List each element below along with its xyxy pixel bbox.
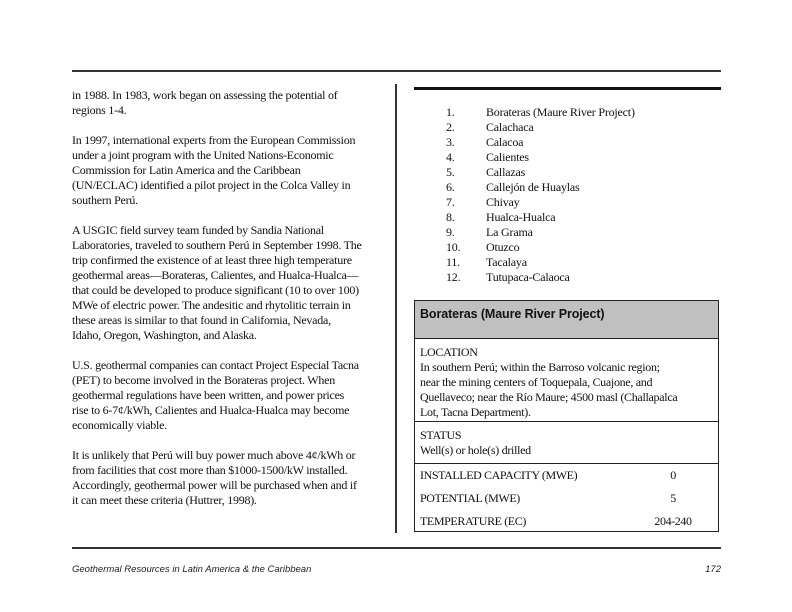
status-label: STATUS	[420, 428, 462, 442]
geothermal-site-list	[446, 105, 635, 285]
list-label: Callazas	[486, 165, 526, 179]
column-divider	[395, 84, 397, 533]
location-line: Lot, Tacna Department).	[420, 405, 531, 419]
list-label: La Grama	[486, 225, 533, 239]
list-number: 8.	[446, 210, 455, 224]
list-label: Tutupaca-Calaoca	[486, 270, 570, 284]
list-number: 2.	[446, 120, 455, 134]
bottom-rule	[72, 547, 721, 549]
list-label: Hualca-Hualca	[486, 210, 556, 224]
footer-title: Geothermal Resources in Latin America & the Caribbean	[72, 564, 312, 575]
list-label: Callejón de Huaylas	[486, 180, 580, 194]
list-label: Borateras (Maure River Project)	[486, 105, 635, 119]
page-number: 172	[705, 564, 721, 575]
row-label: TEMPERATURE (EC)	[420, 514, 526, 528]
list-number: 7.	[446, 195, 455, 209]
list-number: 1.	[446, 105, 455, 119]
location-line: Quellaveco; near the Río Maure; 4500 masl (Challapalca	[420, 390, 678, 404]
page-footer	[72, 564, 721, 575]
list-item	[446, 210, 635, 225]
list-number: 6.	[446, 180, 455, 194]
info-box-title: Borateras (Maure River Project)	[415, 301, 718, 339]
list-label: Calacoa	[486, 135, 524, 149]
row-value: 204-240	[654, 514, 692, 528]
list-number: 11.	[446, 255, 460, 269]
list-label: Calachaca	[486, 120, 534, 134]
list-number: 9.	[446, 225, 455, 239]
location-line: near the mining centers of Toquepala, Cuajone, and	[420, 375, 653, 389]
list-number: 12.	[446, 270, 461, 284]
list-number: 10.	[446, 240, 461, 254]
location-label: LOCATION	[420, 345, 478, 359]
list-item	[446, 120, 635, 135]
location-line: In southern Perú; within the Barroso volcanic region;	[420, 360, 660, 374]
paragraph: In 1997, international experts from the European Commission under a joint program with the United Nations-Economic Commission for Latin America and the Caribbean (UN/ECLAC) identified a pilot project in the Colca Valley in southern Perú.	[72, 133, 356, 207]
list-item	[446, 270, 635, 285]
right-column-rule	[414, 87, 721, 90]
row-value: 5	[670, 491, 676, 505]
list-item	[446, 195, 635, 210]
top-rule	[72, 70, 721, 72]
list-number: 3.	[446, 135, 455, 149]
status-section	[415, 422, 718, 464]
paragraph: in 1988. In 1983, work began on assessing the potential of regions 1-4.	[72, 88, 338, 117]
list-item	[446, 225, 635, 240]
left-column-text	[72, 88, 362, 523]
list-item	[446, 105, 635, 120]
paragraph: U.S. geothermal companies can contact Project Especial Tacna (PET) to become involved in the Borateras project. When geothermal regulations have been written, and power prices rise to 6-7¢/kWh, Calientes and Hualca-Hualca may become economically viable.	[72, 358, 359, 432]
list-label: Calientes	[486, 150, 529, 164]
list-item	[446, 255, 635, 270]
status-value: Well(s) or hole(s) drilled	[420, 443, 531, 457]
potential-row	[415, 487, 718, 510]
temperature-row	[415, 510, 718, 533]
site-info-box	[414, 300, 719, 532]
list-label: Tacalaya	[486, 255, 527, 269]
list-item	[446, 180, 635, 195]
list-label: Otuzco	[486, 240, 520, 254]
paragraph: A USGIC field survey team funded by Sandia National Laboratories, traveled to southern Perú in September 1998. The trip confirmed the existence of at least three high temperature geothermal areas—Borateras, Calientes, and Hualca-Hualca—that could be developed to produce significant (10 to over 100) MWe of electric power. The andesitic and rhytolitic terrain in these areas is similar to that found in California, Nevada, Idaho, Oregon, Washington, and Alaska.	[72, 223, 362, 342]
installed-capacity-row	[415, 464, 718, 487]
list-number: 4.	[446, 150, 455, 164]
row-label: POTENTIAL (MWE)	[420, 491, 520, 505]
row-label: INSTALLED CAPACITY (MWE)	[420, 468, 578, 482]
list-label: Chivay	[486, 195, 520, 209]
paragraph: It is unlikely that Perú will buy power much above 4¢/kWh or from facilities that cost more than $1000-1500/kW installed. Accordingly, geothermal power will be purchased when and if it can meet these criteria (Huttrer, 1998).	[72, 448, 357, 507]
location-section	[415, 339, 718, 422]
row-value: 0	[670, 468, 676, 482]
list-number: 5.	[446, 165, 455, 179]
list-item	[446, 150, 635, 165]
list-item	[446, 240, 635, 255]
list-item	[446, 165, 635, 180]
list-item	[446, 135, 635, 150]
